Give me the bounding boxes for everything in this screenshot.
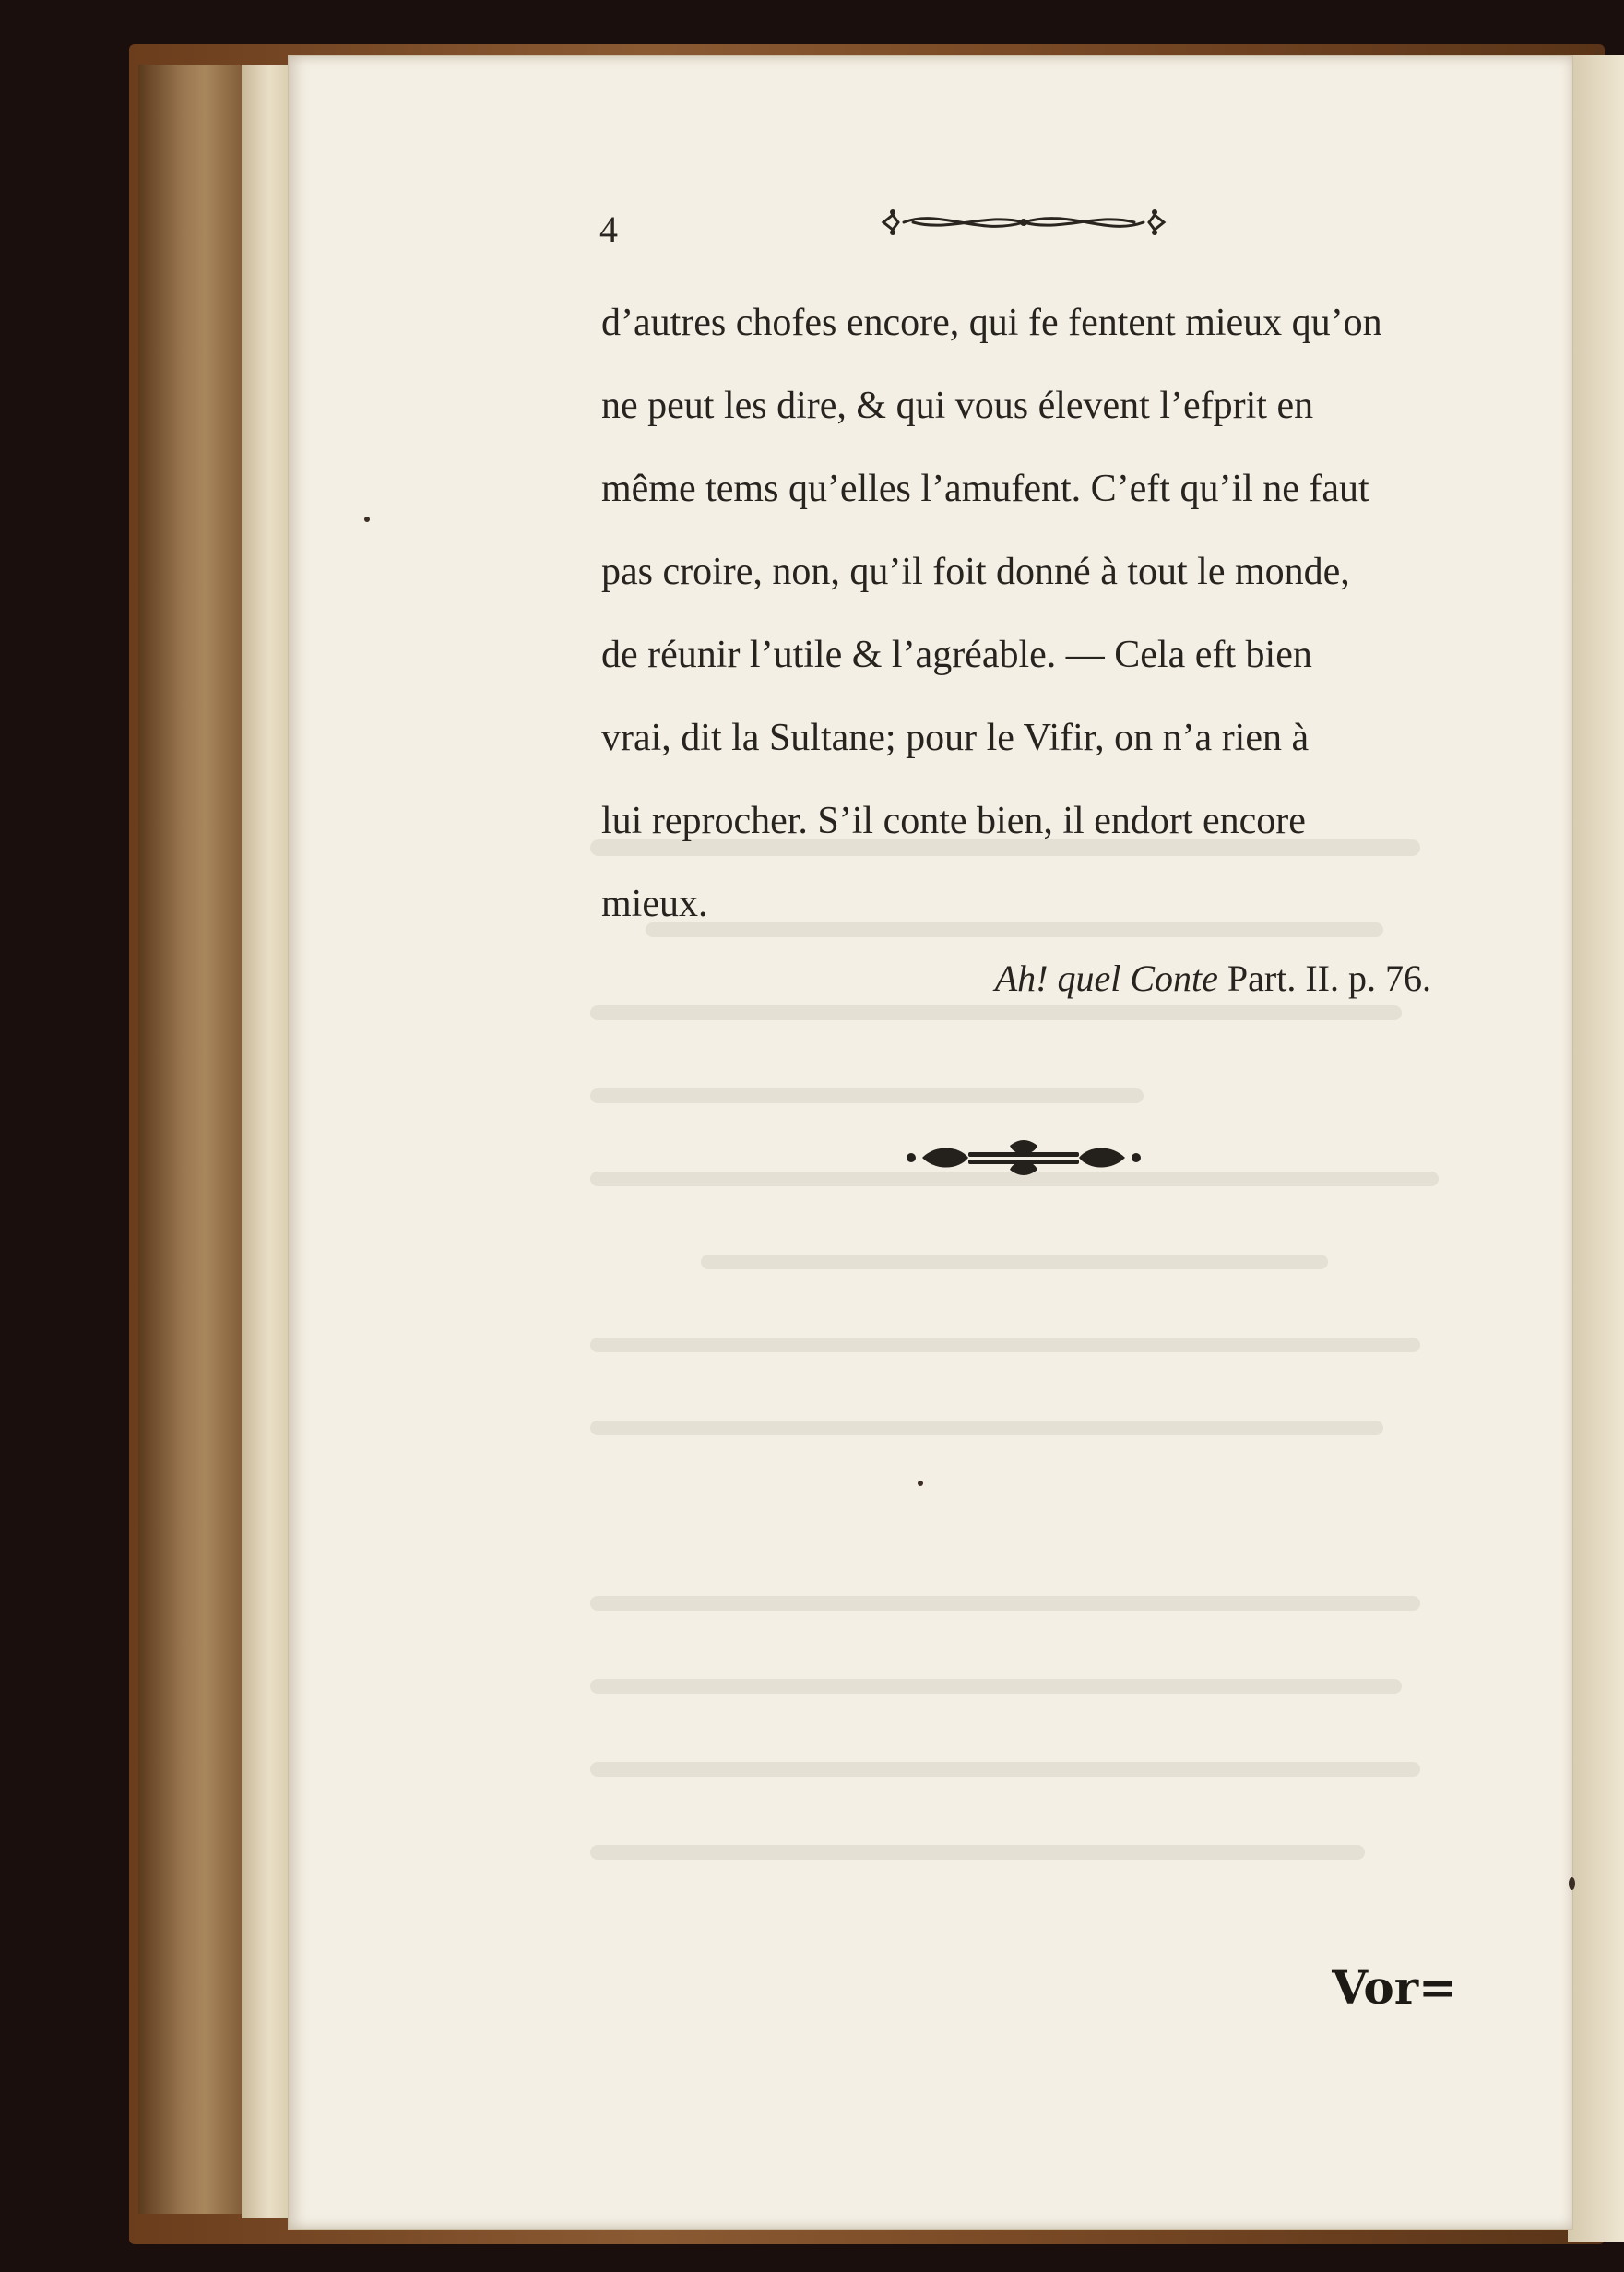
source-citation <box>601 957 1431 1000</box>
header-ornament-icon <box>876 201 1171 244</box>
facing-leaf-edge <box>1568 55 1624 2242</box>
text-line: lui reprocher. S’il conte bien, il endort encore <box>601 800 1306 842</box>
text-line: de réunir l’utile & l’agréable. — Cela eft bien <box>601 634 1312 676</box>
binding-edge <box>138 65 249 2214</box>
tailpiece-ornament-icon <box>904 1136 1144 1179</box>
text-line: d’autres chofes encore, qui fe fentent mieux qu’on <box>601 302 1382 344</box>
paper-speck <box>1569 1877 1575 1890</box>
paper-speck <box>364 517 370 522</box>
page-number: 4 <box>599 208 618 250</box>
text-line: même tems qu’elles l’amufent. C’eft qu’il ne faut <box>601 468 1369 510</box>
text-line: mieux. <box>601 883 708 925</box>
text-line: vrai, dit la Sultane; pour le Vifir, on n’a rien à <box>601 717 1310 759</box>
text-line: pas croire, non, qu’il foit donné à tout le monde, <box>601 551 1350 593</box>
text-line: ne peut les dire, & qui vous élevent l’efprit en <box>601 385 1314 427</box>
citation-title: Ah! quel Conte <box>994 958 1218 999</box>
paper-speck <box>918 1481 923 1486</box>
citation-reference: Part. II. p. 76. <box>1227 958 1431 999</box>
catchword: Vor= <box>1332 1960 1457 2015</box>
body-text <box>601 281 1468 946</box>
